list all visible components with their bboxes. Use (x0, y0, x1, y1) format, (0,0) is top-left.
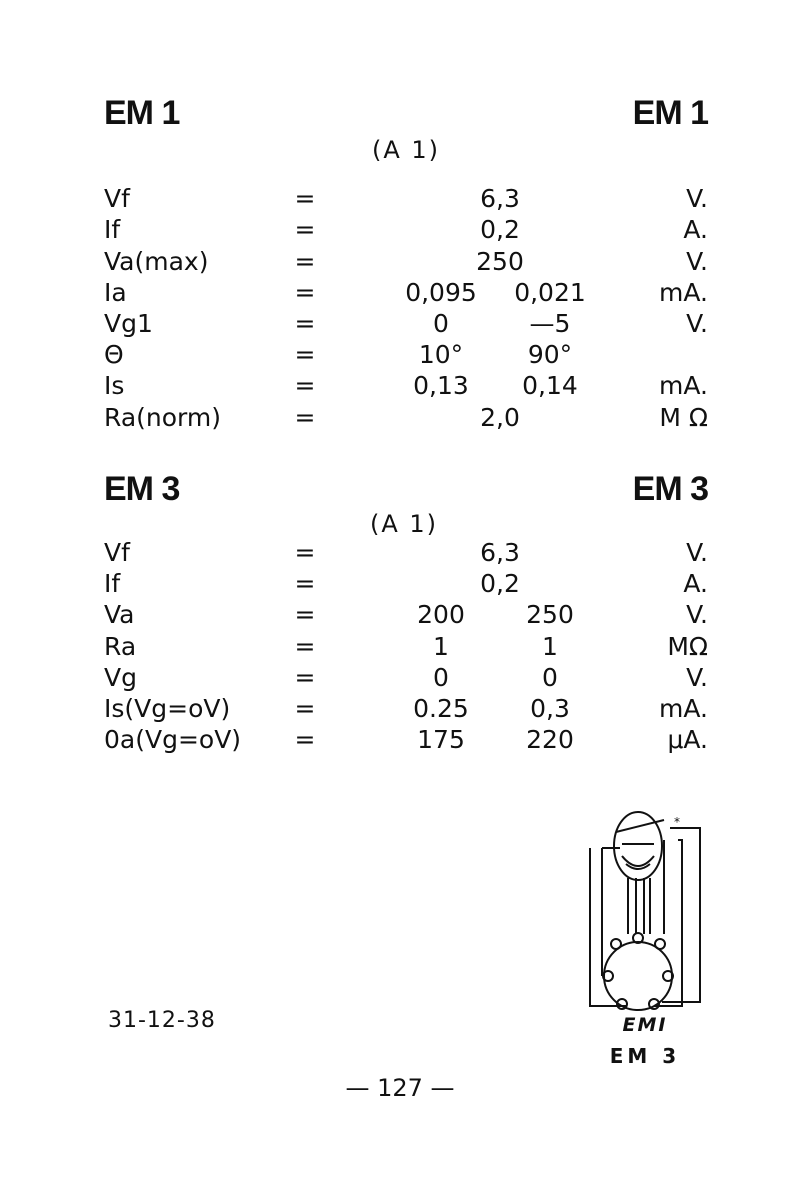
table-row (0, 247, 800, 279)
param-name: Vg1 (104, 309, 153, 338)
param-unit: μA. (667, 725, 708, 754)
param-unit: V. (686, 184, 708, 213)
param-name: Is(Vg=oV) (104, 694, 231, 723)
table-row (0, 184, 800, 216)
param-unit: V. (686, 309, 708, 338)
param-unit: MΩ (667, 632, 708, 661)
param-unit: A. (683, 569, 708, 598)
table-row (0, 278, 800, 310)
param-value-2: 220 (526, 725, 574, 754)
param-value-1: 0.25 (413, 694, 469, 723)
param-name: If (104, 215, 121, 244)
param-value-1: 175 (417, 725, 465, 754)
param-unit: V. (686, 247, 708, 276)
equals-sign: = (294, 538, 316, 567)
param-unit: A. (683, 215, 708, 244)
table-row (0, 725, 800, 757)
table-row (0, 538, 800, 570)
issue-date: 31-12-38 (108, 1008, 216, 1033)
param-value-1: 0,095 (405, 278, 477, 307)
param-unit: V. (686, 663, 708, 692)
equals-sign: = (294, 215, 316, 244)
param-name: Ia (104, 278, 127, 307)
param-value-2: 0,3 (530, 694, 570, 723)
param-name: 0a(Vg=oV) (104, 725, 242, 754)
param-value-2: 0,14 (522, 371, 578, 400)
svg-text:*: * (674, 815, 680, 829)
param-value-1: 0 (433, 663, 449, 692)
param-value: 0,2 (480, 215, 520, 244)
equals-sign: = (294, 632, 316, 661)
equals-sign: = (294, 663, 316, 692)
param-unit: V. (686, 600, 708, 629)
diagram-type-label: EM 3 (609, 1044, 681, 1068)
diagram-base-label: EMI (622, 1014, 668, 1036)
equals-sign: = (294, 725, 316, 754)
equals-sign: = (294, 371, 316, 400)
table-row (0, 569, 800, 601)
param-name: If (104, 569, 121, 598)
param-name: Vg (104, 663, 137, 692)
equals-sign: = (294, 247, 316, 276)
param-value-2: 0,021 (514, 278, 586, 307)
param-name: Va(max) (104, 247, 209, 276)
param-value-2: —5 (529, 309, 571, 338)
param-value-1: 0,13 (413, 371, 469, 400)
param-unit: mA. (659, 694, 708, 723)
param-value-2: 0 (542, 663, 558, 692)
em3-subtitle: (A 1) (369, 510, 439, 538)
param-value: 6,3 (480, 184, 520, 213)
em3-title-right: EM 3 (632, 470, 708, 508)
param-value-1: 1 (433, 632, 449, 661)
param-unit: V. (686, 538, 708, 567)
equals-sign: = (294, 278, 316, 307)
param-unit: M Ω (659, 403, 708, 432)
param-value: 0,2 (480, 569, 520, 598)
param-unit: mA. (659, 278, 708, 307)
em1-title-left: EM 1 (104, 94, 180, 132)
equals-sign: = (294, 569, 316, 598)
param-value-2: 250 (526, 600, 574, 629)
table-row (0, 215, 800, 247)
param-name: Vf (104, 538, 130, 567)
equals-sign: = (294, 340, 316, 369)
param-value: 6,3 (480, 538, 520, 567)
table-row (0, 663, 800, 695)
param-value: 2,0 (480, 403, 520, 432)
table-row (0, 403, 800, 435)
param-value-1: 200 (417, 600, 465, 629)
table-row (0, 340, 800, 372)
param-value-2: 1 (542, 632, 558, 661)
param-value: 250 (476, 247, 524, 276)
table-row (0, 694, 800, 726)
param-name: Vf (104, 184, 130, 213)
param-value-2: 90° (527, 340, 573, 369)
param-name: Ra (104, 632, 137, 661)
page-number: — 127 — (345, 1074, 455, 1102)
tube-pinout-diagram-icon (582, 800, 712, 1016)
equals-sign: = (294, 694, 316, 723)
em1-subtitle: (A 1) (371, 136, 441, 164)
param-name: Ra(norm) (104, 403, 221, 432)
equals-sign: = (294, 403, 316, 432)
table-row (0, 309, 800, 341)
param-name: Is (104, 371, 125, 400)
equals-sign: = (294, 309, 316, 338)
param-value-1: 10° (418, 340, 464, 369)
equals-sign: = (294, 600, 316, 629)
table-row (0, 371, 800, 403)
param-value-1: 0 (433, 309, 449, 338)
table-row (0, 600, 800, 632)
param-name: Va (104, 600, 135, 629)
equals-sign: = (294, 184, 316, 213)
param-name: Θ (104, 340, 124, 369)
em3-title-left: EM 3 (104, 470, 180, 508)
table-row (0, 632, 800, 664)
param-unit: mA. (659, 371, 708, 400)
em1-title-right: EM 1 (632, 94, 708, 132)
